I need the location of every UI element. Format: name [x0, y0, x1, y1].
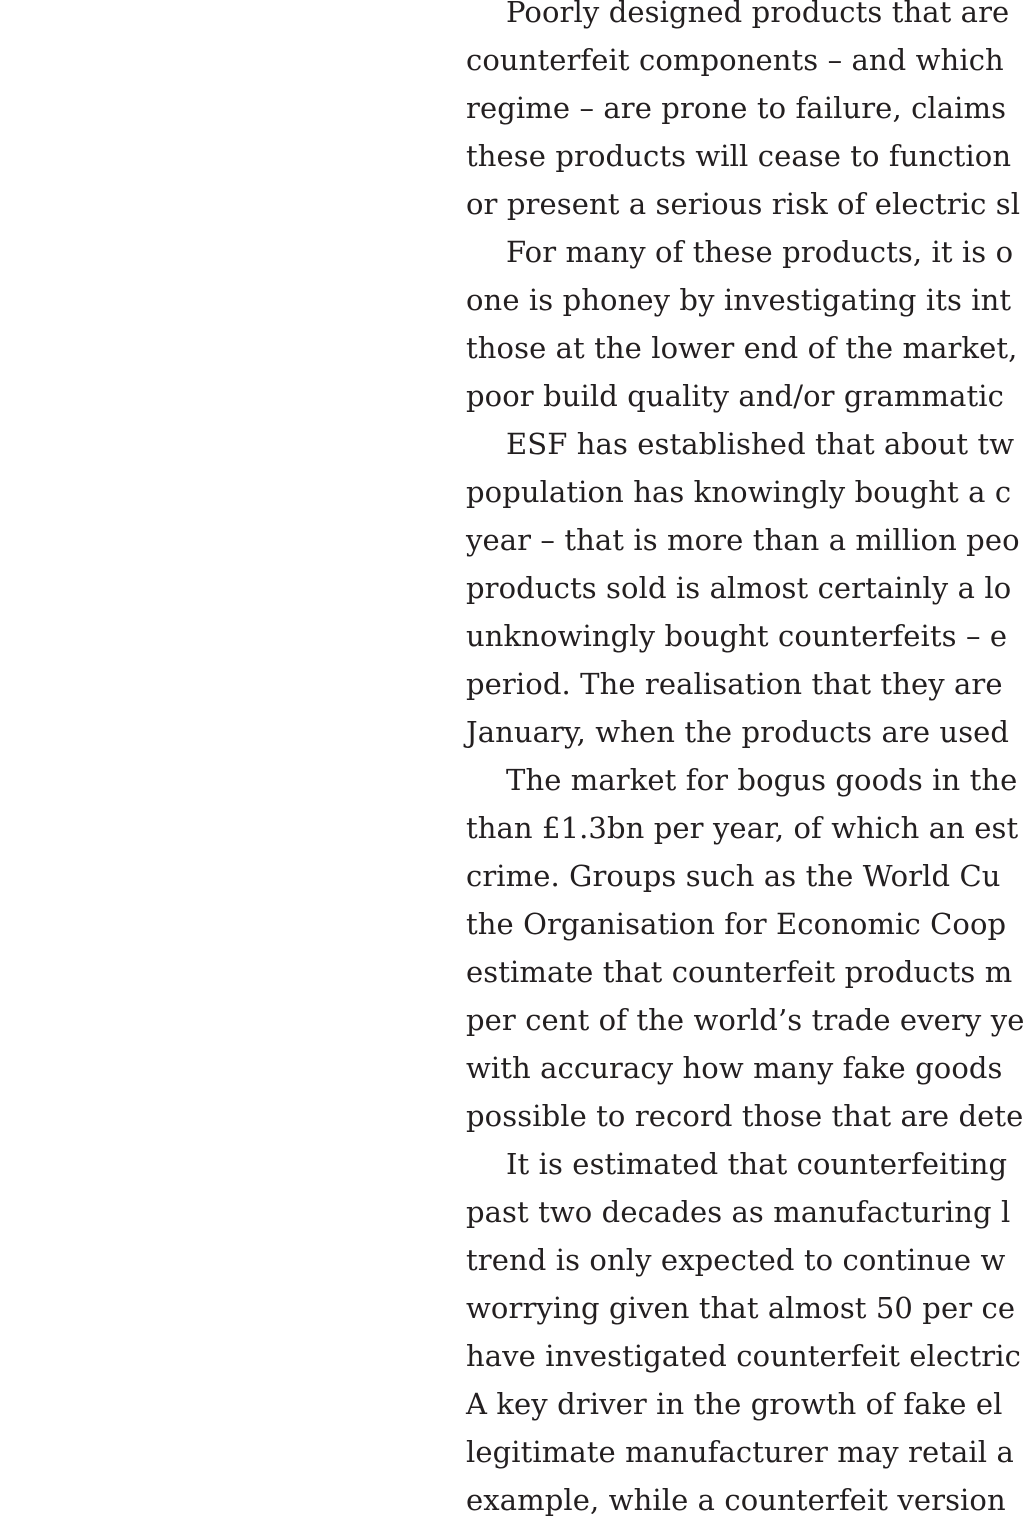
paragraph-first-line: The market for bogus goods in the: [506, 763, 1018, 797]
paragraph-line: crime. Groups such as the World Cu: [466, 859, 1001, 893]
paragraph-first-line: Poorly designed products that are: [506, 0, 1010, 29]
paragraph-line: possible to record those that are dete: [466, 1099, 1024, 1133]
paragraph-line: past two decades as manufacturing l: [466, 1195, 1011, 1229]
paragraph-line: January, when the products are used: [466, 715, 1010, 749]
paragraph-line: worrying given that almost 50 per ce: [466, 1291, 1016, 1325]
article-body: [466, 0, 1024, 1524]
paragraph-line: with accuracy how many fake goods: [466, 1051, 1003, 1085]
paragraph-line: trend is only expected to continue w: [466, 1243, 1006, 1277]
paragraph-line: products sold is almost certainly a lo: [466, 571, 1012, 605]
paragraph-line: legitimate manufacturer may retail a: [466, 1435, 1014, 1469]
paragraph-line: the Organisation for Economic Coop: [466, 907, 1007, 941]
paragraph-line: poor build quality and/or grammatic: [466, 379, 1004, 413]
paragraph-line: unknowingly bought counterfeits – e: [466, 619, 1008, 653]
paragraph-first-line: It is estimated that counterfeiting: [506, 1147, 1008, 1181]
paragraph-line: one is phoney by investigating its int: [466, 283, 1012, 317]
paragraph-line: estimate that counterfeit products m: [466, 955, 1013, 989]
paragraph-line: regime – are prone to failure, claims: [466, 91, 1007, 125]
paragraph-line: those at the lower end of the market,: [466, 331, 1018, 365]
paragraph-line: period. The realisation that they are: [466, 667, 1003, 701]
paragraph-first-line: For many of these products, it is o: [506, 235, 1014, 269]
paragraph-first-line: ESF has established that about tw: [506, 427, 1015, 461]
paragraph-line: per cent of the world’s trade every ye: [466, 1003, 1024, 1037]
paragraph-line: have investigated counterfeit electric: [466, 1339, 1021, 1373]
paragraph-line: or present a serious risk of electric sl: [466, 187, 1021, 221]
paragraph-line: than £1.3bn per year, of which an est: [466, 811, 1019, 845]
paragraph-line: counterfeit components – and which: [466, 43, 1004, 77]
paragraph-line: year – that is more than a million peo: [466, 523, 1020, 557]
paragraph-line: example, while a counterfeit version: [466, 1483, 1006, 1517]
paragraph-line: A key driver in the growth of fake el: [466, 1387, 1003, 1421]
paragraph-line: population has knowingly bought a c: [466, 475, 1012, 509]
paragraph-line: these products will cease to function: [466, 139, 1012, 173]
